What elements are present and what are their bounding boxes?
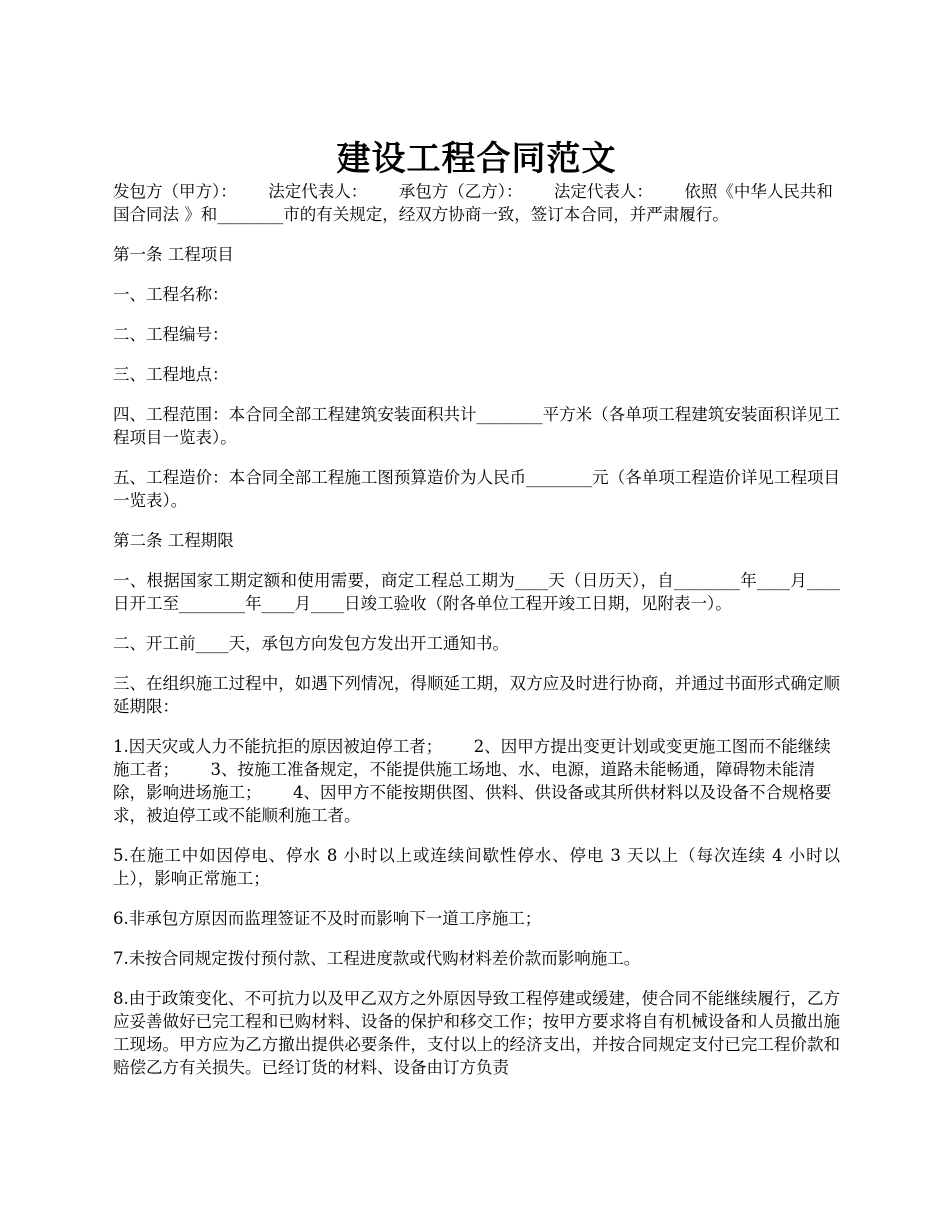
project-number-line: 二、工程编号： xyxy=(113,325,229,344)
commencement-notice-paragraph: 二、开工前____天，承包方向发包方发出开工通知书。 xyxy=(113,634,509,653)
extension-item-7-paragraph: 7.未按合同规定拨付预付款、工程进度款或代购材料差价款而影响施工。 xyxy=(113,949,641,968)
preamble-paragraph: 发包方（甲方）： 法定代表人： 承包方（乙方）： 法定代表人： 依照《中华人民共和国合同法 》和________市的有关规定，经双方协商一致，签订本合同，并严肃履行。 xyxy=(113,182,833,224)
project-name-line: 一、工程名称： xyxy=(113,285,229,304)
extension-item-6-paragraph: 6.非承包方原因而监理签证不及时而影响下一道工序施工； xyxy=(113,909,542,928)
schedule-paragraph: 一、根据国家工期定额和使用需要，商定工程总工期为____天（日历天），自________年____月____日开工至________年____月____日竣工验收（附各单位工程开竣工日期，见附表一）。 xyxy=(113,571,840,613)
document-body xyxy=(113,180,840,1096)
extension-item-5-paragraph: 5.在施工中如因停电、停水 8 小时以上或连续间歇性停水、停电 3 天以上（每次连续 4 小时以上），影响正常施工； xyxy=(113,846,840,888)
extension-items-1-4-paragraph: 1.因天灾或人力不能抗拒的原因被迫停工者； 2、因甲方提出变更计划或变更施工图而不能继续施工者； 3、按施工准备规定，不能提供施工场地、水、电源，道路未能畅通，障碍物未能清除，影响进场施工； 4、因甲方不能按期供图、供料、供设备或其所供材料以及设备不合规格要求，被迫停工或不能顺利施工者。 xyxy=(113,737,832,825)
document-title: 建设工程合同范文 xyxy=(336,138,617,179)
extension-conditions-paragraph: 三、在组织施工过程中，如遇下列情况，得顺延工期，双方应及时进行协商，并通过书面形式确定顺延期限： xyxy=(113,674,840,716)
project-location-line: 三、工程地点： xyxy=(113,365,229,384)
project-scope-paragraph: 四、工程范围：本合同全部工程建筑安装面积共计________平方米（各单项工程建筑安装面积详见工程项目一览表）。 xyxy=(113,405,840,447)
article-1-heading: 第一条 工程项目 xyxy=(113,245,234,264)
project-cost-paragraph: 五、工程造价：本合同全部工程施工图预算造价为人民币________元（各单项工程造价详见工程项目一览表）。 xyxy=(113,468,840,510)
extension-item-8-paragraph: 8.由于政策变化、不可抗力以及甲乙双方之外原因导致工程停建或缓建，使合同不能继续履行，乙方应妥善做好已完工程和已购材料、设备的保护和移交工作；按甲方要求将自有机械设备和人员撤出施工现场。甲方应为乙方撤出提供必要条件，支付以上的经济支出，并按合同规定支付已完工程价款和赔偿乙方有关损失。已经订货的材料、设备由订方负责 xyxy=(113,989,840,1077)
article-2-heading: 第二条 工程期限 xyxy=(113,531,234,550)
